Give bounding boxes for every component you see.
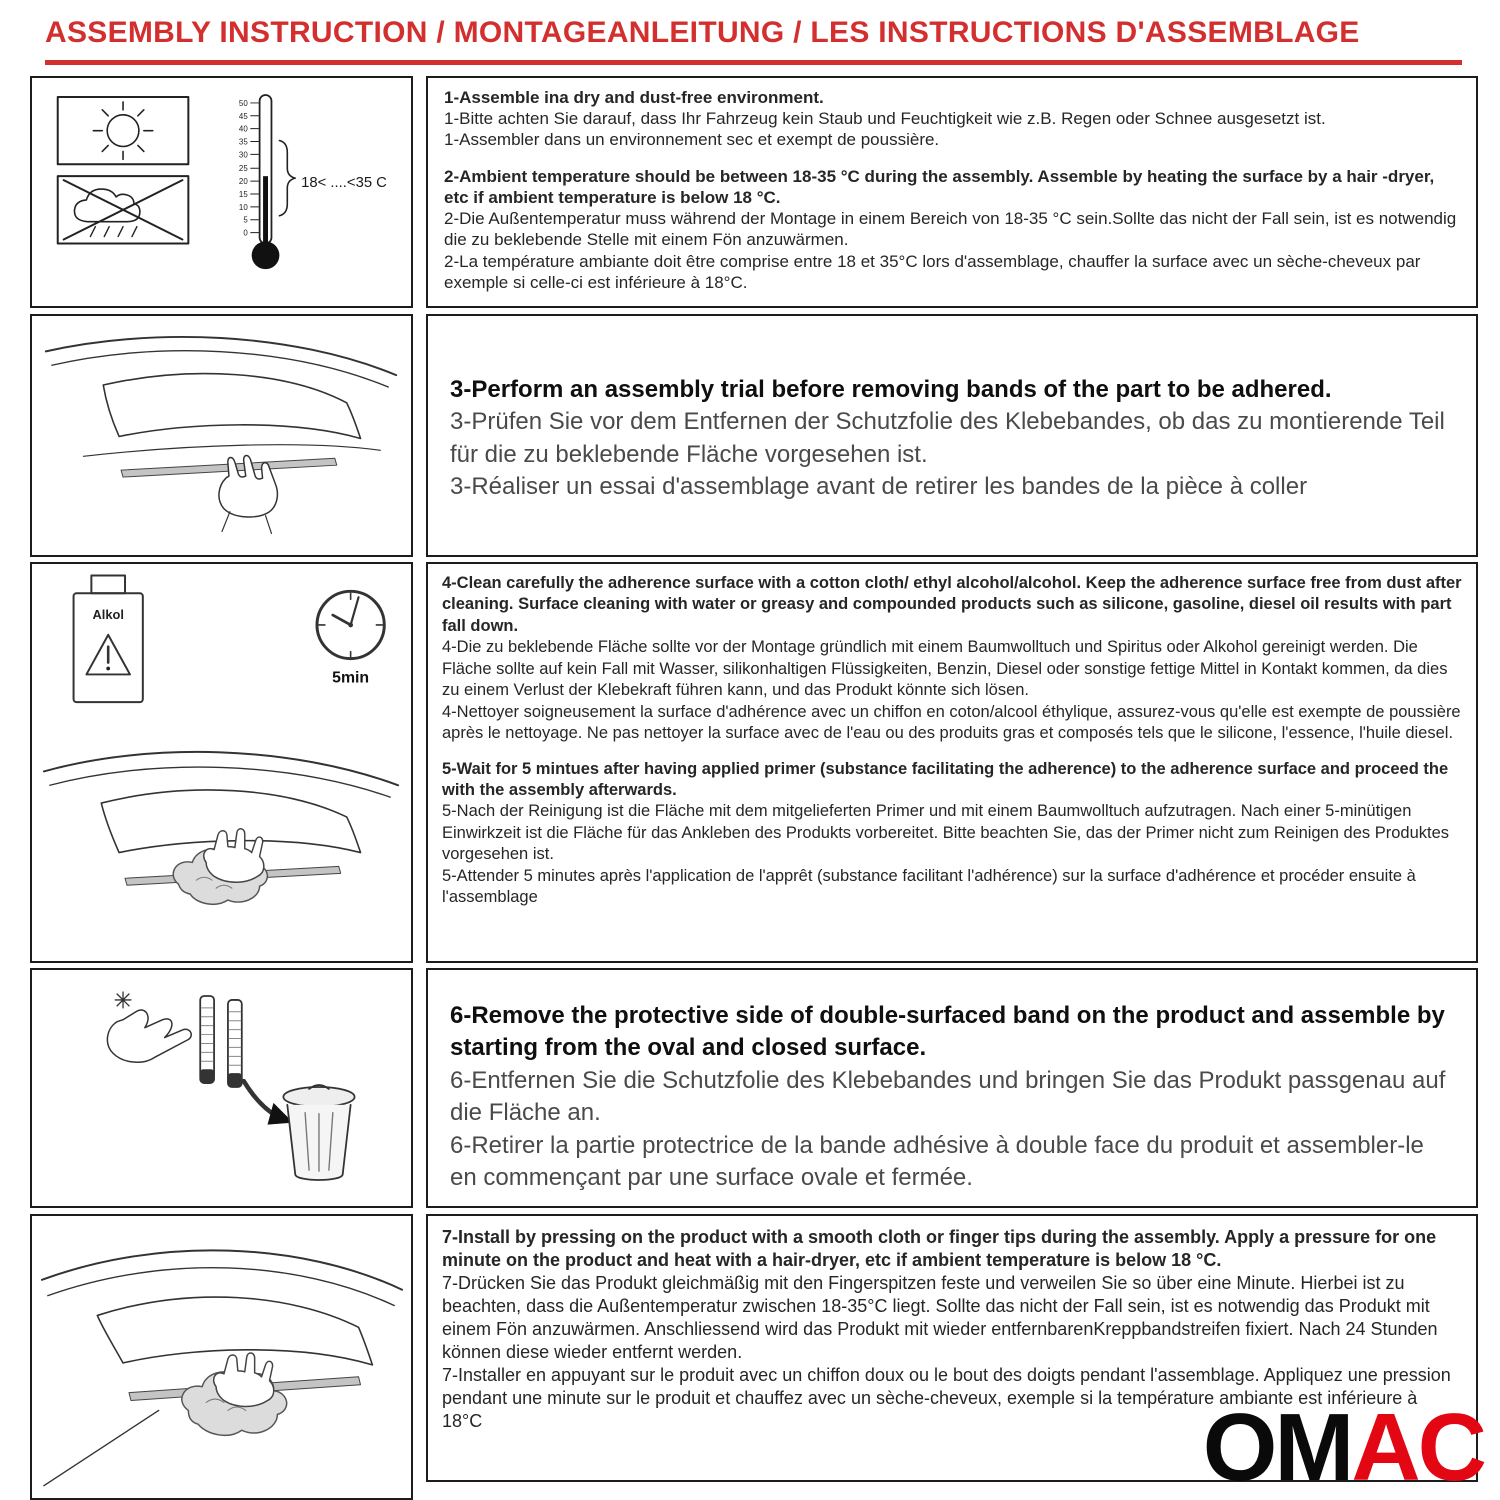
instruction-paragraph: 5-Attender 5 minutes après l'application de l'apprêt (substance facilitant l'adhérence) sur la surface d'adhérence et procéder ensuite à l'assemblage (442, 866, 1416, 907)
hand-sketch (219, 456, 277, 534)
cleaning-drawing (32, 564, 411, 961)
omac-logo (1202, 1394, 1484, 1500)
omac-logo-red: AC (1351, 1394, 1484, 1500)
instruction-paragraph: 4-Die zu beklebende Fläche sollte vor der Montage gründlich mit einem Baumwolltuch und Spiritus oder Alkohol gereinigt werden. Die Fläche sollte auf kein Fall mit Wasser, silikonhaltigen Flüssigkeiten, Benzin, Diesel oder sonstige fettige Mittel in Kontakt kommen, da dies zu einem Verlust der Klebekraft führen kann, und das Produkt könnte sich lösen. (442, 638, 1448, 700)
instruction-paragraph: 1-Assemble ina dry and dust-free environment. (444, 88, 824, 107)
instruction-paragraph: 3-Réaliser un essai d'assemblage avant de retirer les bandes de la pièce à coller (450, 473, 1308, 501)
hand-sketch (107, 992, 191, 1062)
page-title: ASSEMBLY INSTRUCTION / MONTAGEANLEITUNG / LES INSTRUCTIONS D'ASSEMBLAGE (45, 16, 1360, 49)
clock-duration-label: 5min (332, 669, 370, 687)
instruction-paragraph: 6-Retirer la partie protectrice de la bande adhésive à double face du produit et assembler-le en commençant par une surface ovale et fermée. (450, 1131, 1424, 1191)
remove-band-drawing (32, 970, 411, 1206)
illustration-remove-band (30, 968, 413, 1208)
illustration-environment-temperature (30, 76, 413, 308)
instruction-paragraph: 2-Die Außentemperatur muss während der Montage in einem Bereich von 18-35 °C sein.Sollte das nicht der Fall sein, ist es notwendig die zu beklebende Stelle mit einem Fön anzuwärmen. (444, 209, 1457, 250)
instruction-paragraph: 5-Wait for 5 mintues after having applied primer (substance facilitating the adherence) to the adherence surface and proceed the with the assembly afterwards. (442, 759, 1449, 799)
thermo-tick-label: 35 (238, 137, 248, 147)
instruction-paragraph: 4-Clean carefully the adherence surface with a cotton cloth/ ethyl alcohol/alcohol. Keep the adherence surface free from dust after cleaning. Surface cleaning with water or greasy and compounded products such as silicone, gasoline, diesel oil results with part fall down. (442, 574, 1462, 635)
instruction-paragraph: 2-Ambient temperature should be between 18-35 °C during the assembly. Assemble by heating the surface by a hair -dryer, etc if ambient temperature is below 18 °C. (444, 167, 1435, 208)
thermo-tick-label: 40 (238, 124, 248, 134)
alcohol-label: Alkol (92, 607, 124, 623)
car-window-sketch (46, 337, 396, 456)
thermo-tick-label: 45 (238, 111, 248, 121)
trash-can-icon (283, 1085, 354, 1180)
title-underline (45, 60, 1462, 65)
assembly-trial-drawing (32, 316, 411, 555)
instruction-paragraph: 1-Assembler dans un environnement sec et exempt de poussière. (444, 130, 940, 150)
hand-sketch (204, 829, 264, 882)
thermometer-icon (239, 95, 387, 269)
thermo-tick-label: 0 (243, 228, 248, 238)
illustration-cleaning (30, 562, 413, 963)
illustration-press (30, 1214, 413, 1500)
panel-remove-band (426, 968, 1478, 1208)
car-window-sketch (42, 1250, 402, 1485)
clock-icon (317, 591, 384, 686)
tape-strips (200, 996, 242, 1087)
panel-environment-temperature (426, 76, 1478, 308)
warning-triangle-icon (86, 635, 130, 675)
thermo-tick-label: 20 (238, 177, 248, 187)
instruction-paragraph: 7-Drücken Sie das Produkt gleichmäßig mit den Fingerspitzen feste und verweilen Sie so über eine Minute. Hierbei ist zu beachten, dass die Außentemperatur zwischen 18-35°C liegt. Sollte das nicht der Fall sein, ist es notwendig das Produkt mit einem Fön anzuwärmen. Anschliessend wird das Produkt mit wieder entfernbarenKreppbandstreifen fixiert. Nach 24 Stunden können diese wieder entfernt werden. (442, 1273, 1438, 1363)
thermo-tick-label: 5 (243, 215, 248, 225)
alcohol-bottle-icon (74, 575, 143, 702)
omac-logo-black: OM (1202, 1394, 1352, 1500)
instruction-paragraph: 1-Bitte achten Sie darauf, dass Ihr Fahrzeug kein Staub und Feuchtigkeit wie z.B. Regen oder Schnee ausgesetzt ist. (444, 109, 1326, 129)
thermo-tick-label: 25 (238, 164, 248, 174)
no-rain-icon (58, 176, 189, 243)
thermo-tick-label: 10 (238, 202, 248, 212)
instruction-paragraph: 4-Nettoyer soigneusement la surface d'adhérence avec un chiffon en coton/alcool éthylique, assurez-vous qu'elle est exempte de poussière après le nettoyage. Ne pas nettoyer la surface avec de l'eau ou des produits gras et composés tels que le silicone, l'essence, l'huile diesel. (442, 702, 1461, 743)
panel-cleaning-primer (426, 562, 1478, 963)
range-brace (279, 141, 295, 216)
instruction-paragraph: 2-La température ambiante doit être comprise entre 18 et 35°C lors d'assemblage, chauffer la surface avec un sèche-cheveux par exemple si celle-ci est inférieure à 18°C. (444, 251, 1421, 292)
thermo-tick-label: 15 (238, 189, 248, 199)
sun-icon (58, 97, 189, 164)
spark-icon (115, 992, 131, 1008)
instruction-paragraph: 7-Install by pressing on the product with a smooth cloth or finger tips during the assembly. Apply a pressure for one minute on the product and heat with a hair-dryer, etc if ambient temperature is below 18 °C. (442, 1227, 1437, 1271)
thermo-tick-label: 30 (238, 150, 248, 160)
panel-assembly-trial (426, 314, 1478, 557)
hand-sketch (214, 1353, 274, 1406)
press-drawing (32, 1216, 411, 1498)
illustration-assembly-trial (30, 314, 413, 557)
temperature-range-label: 18< ....<35 C (301, 175, 387, 192)
environment-temperature-drawing (32, 78, 411, 306)
instruction-paragraph: 6-Remove the protective side of double-surfaced band on the product and assemble by starting from the oval and closed surface. (450, 1002, 1445, 1062)
thermo-tick-label: 50 (238, 98, 248, 108)
instruction-paragraph: 7-Installer en appuyant sur le produit avec un chiffon doux ou le bout des doigts pendant l'assemblage. Appliquez une pression pendant une minute sur le produit et chauffez avec un sèche-cheveux, exemple si la température ambiante est inférieure à 18°C (442, 1365, 1451, 1432)
instruction-paragraph: 3-Prüfen Sie vor dem Entfernen der Schutzfolie des Klebebandes, ob das zu montierende Teil für die zu beklebende Fläche vorgesehen ist. (450, 408, 1445, 468)
instruction-paragraph: 6-Entfernen Sie die Schutzfolie des Klebebandes und bringen Sie das Produkt passgenau auf die Fläche an. (450, 1066, 1446, 1127)
instruction-paragraph: 3-Perform an assembly trial before removing bands of the part to be adhered. (450, 376, 1332, 403)
instruction-paragraph: 5-Nach der Reinigung ist die Fläche mit dem mitgelieferten Primer und mit einem Baumwolltuch aufzutragen. Nach einer 5-minütigen Einwirkzeit ist die Fläche für das Ankleben des Produkts vorbereitet. Bitte beachten Sie, das der Primer nicht zum Reinigen des Produktes vorgesehen ist. (442, 802, 1450, 864)
discard-arrow (244, 1081, 293, 1125)
